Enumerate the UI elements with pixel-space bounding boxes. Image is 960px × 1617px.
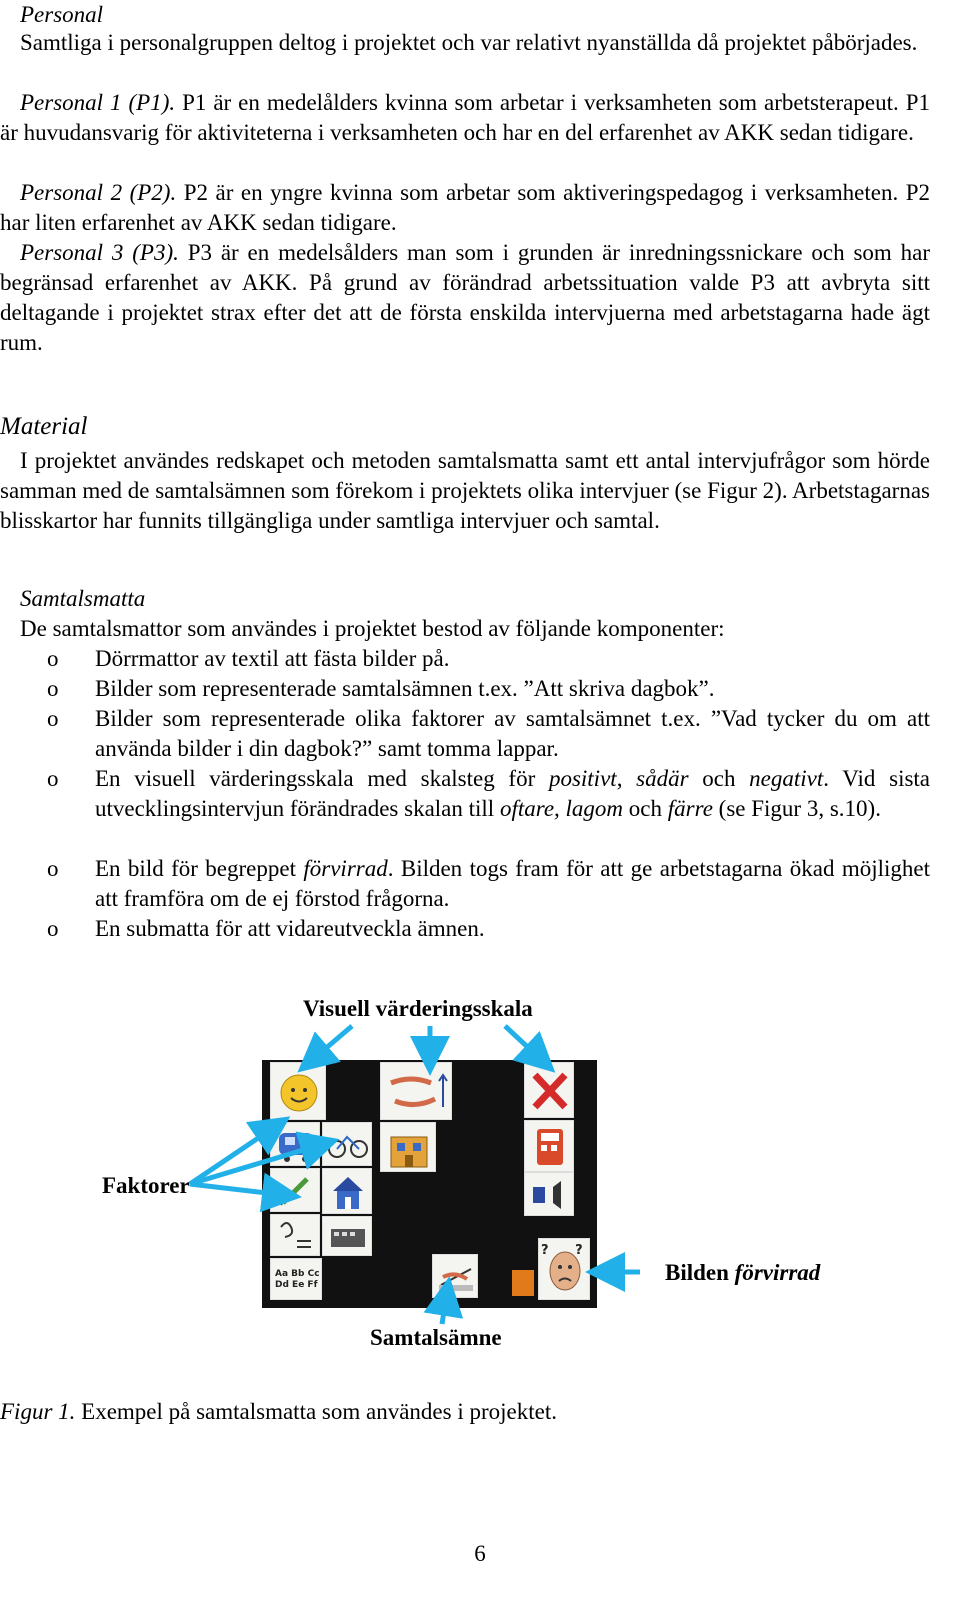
page-number: 6 bbox=[474, 1541, 486, 1566]
arrow-to-x bbox=[505, 1026, 548, 1066]
personal-p3-paragraph: Personal 3 (P3). P3 är en medelsålders man som i grunden är inredningssnickare och som har begränsad erfarenhet av AKK. På grund av förändrad arbetssituation valde P3 att avbryta sitt deltagande i projektet strax efter det att de första enskilda intervjuerna med arbetstagarna hade ägt rum. bbox=[0, 240, 930, 355]
material-heading: Material bbox=[0, 413, 88, 440]
figure-label-topic: Samtalsämne bbox=[370, 1325, 502, 1350]
bullet-marker: o bbox=[47, 706, 59, 731]
personal-intro: Samtliga i personalgruppen deltog i projektet och var relativt nyanställda då projektet påbörjades. bbox=[20, 30, 918, 55]
bullet-marker: o bbox=[47, 916, 59, 941]
letters-card-text: Aa Bb Cc Dd Ee Ff bbox=[275, 1269, 320, 1290]
list-item: Bilder som representerade samtalsämnen t.ex. ”Att skriva dagbok”. bbox=[95, 676, 715, 701]
material-paragraph: I projektet användes redskapet och metoden samtalsmatta samt ett antal intervjufrågor som hörde samman med de samtalsämnen som förekom i projektets olika intervjuer (se Figur 2). Arbetstagarnas blisskartor har funnits tillgängliga under samtliga intervjuer och samtal. bbox=[0, 448, 930, 533]
bullet-marker: o bbox=[47, 856, 59, 881]
bullet-marker: o bbox=[47, 766, 59, 791]
bullet-marker: o bbox=[47, 646, 59, 671]
p1-label: Personal 1 (P1). bbox=[20, 90, 176, 115]
figure-label-scale: Visuell värderingsskala bbox=[303, 996, 533, 1021]
personal-p2-paragraph: Personal 2 (P2). P2 är en yngre kvinna som arbetar som aktiveringspedagog i verksamheten. P2 har liten erfarenhet av AKK sedan tidigare. bbox=[0, 180, 930, 235]
question-marks: ? ? bbox=[541, 1243, 583, 1258]
figure-label-confused: Bilden förvirrad bbox=[665, 1260, 821, 1285]
figure-caption: Figur 1. Exempel på samtalsmatta som användes i projektet. bbox=[0, 1399, 557, 1424]
samtalsmatta-heading: Samtalsmatta bbox=[20, 586, 146, 611]
list-item: Dörrmattor av textil att fästa bilder på. bbox=[95, 646, 450, 671]
samtalsmatta-intro: De samtalsmattor som användes i projektet bestod av följande komponenter: bbox=[20, 616, 725, 641]
list-item: Bilder som representerade olika faktorer av samtalsämnet t.ex. ”Vad tycker du om att använda bilder i din dagbok?” samt tomma lappar. bbox=[95, 706, 930, 761]
arrow-to-factor-3 bbox=[190, 1184, 292, 1196]
p3-label: Personal 3 (P3). bbox=[20, 240, 179, 265]
arrow-to-sun bbox=[305, 1026, 352, 1066]
arrow-to-factor-2 bbox=[190, 1142, 330, 1184]
personal-heading: Personal bbox=[20, 2, 104, 27]
figure-label-factors: Faktorer bbox=[102, 1173, 190, 1198]
p2-label: Personal 2 (P2). bbox=[20, 180, 177, 205]
personal-p1-paragraph: Personal 1 (P1). P1 är en medelålders kvinna som arbetar i verksamheten som arbetsterapeut. P1 är huvudansvarig för aktiviteterna i verksamheten och har en del erfarenhet av AKK sedan tidigare. bbox=[0, 90, 930, 145]
list-item: En submatta för att vidareutveckla ämnen. bbox=[95, 916, 485, 941]
arrow-to-topic bbox=[442, 1286, 448, 1324]
bullet-marker: o bbox=[47, 676, 59, 701]
arrow-to-factor-1 bbox=[190, 1122, 282, 1184]
list-item: En bild för begreppet förvirrad. Bilden togs fram för att ge arbetstagarna ökad möjlighet att framföra om de ej förstod frågorna. bbox=[95, 856, 931, 911]
list-item: En visuell värderingsskala med skalsteg för positivt, sådär och negativt. Vid sista utvecklingsintervjun förändrades skalan till oftare, lagom och färre (se Figur 3, s.10). bbox=[95, 766, 931, 821]
